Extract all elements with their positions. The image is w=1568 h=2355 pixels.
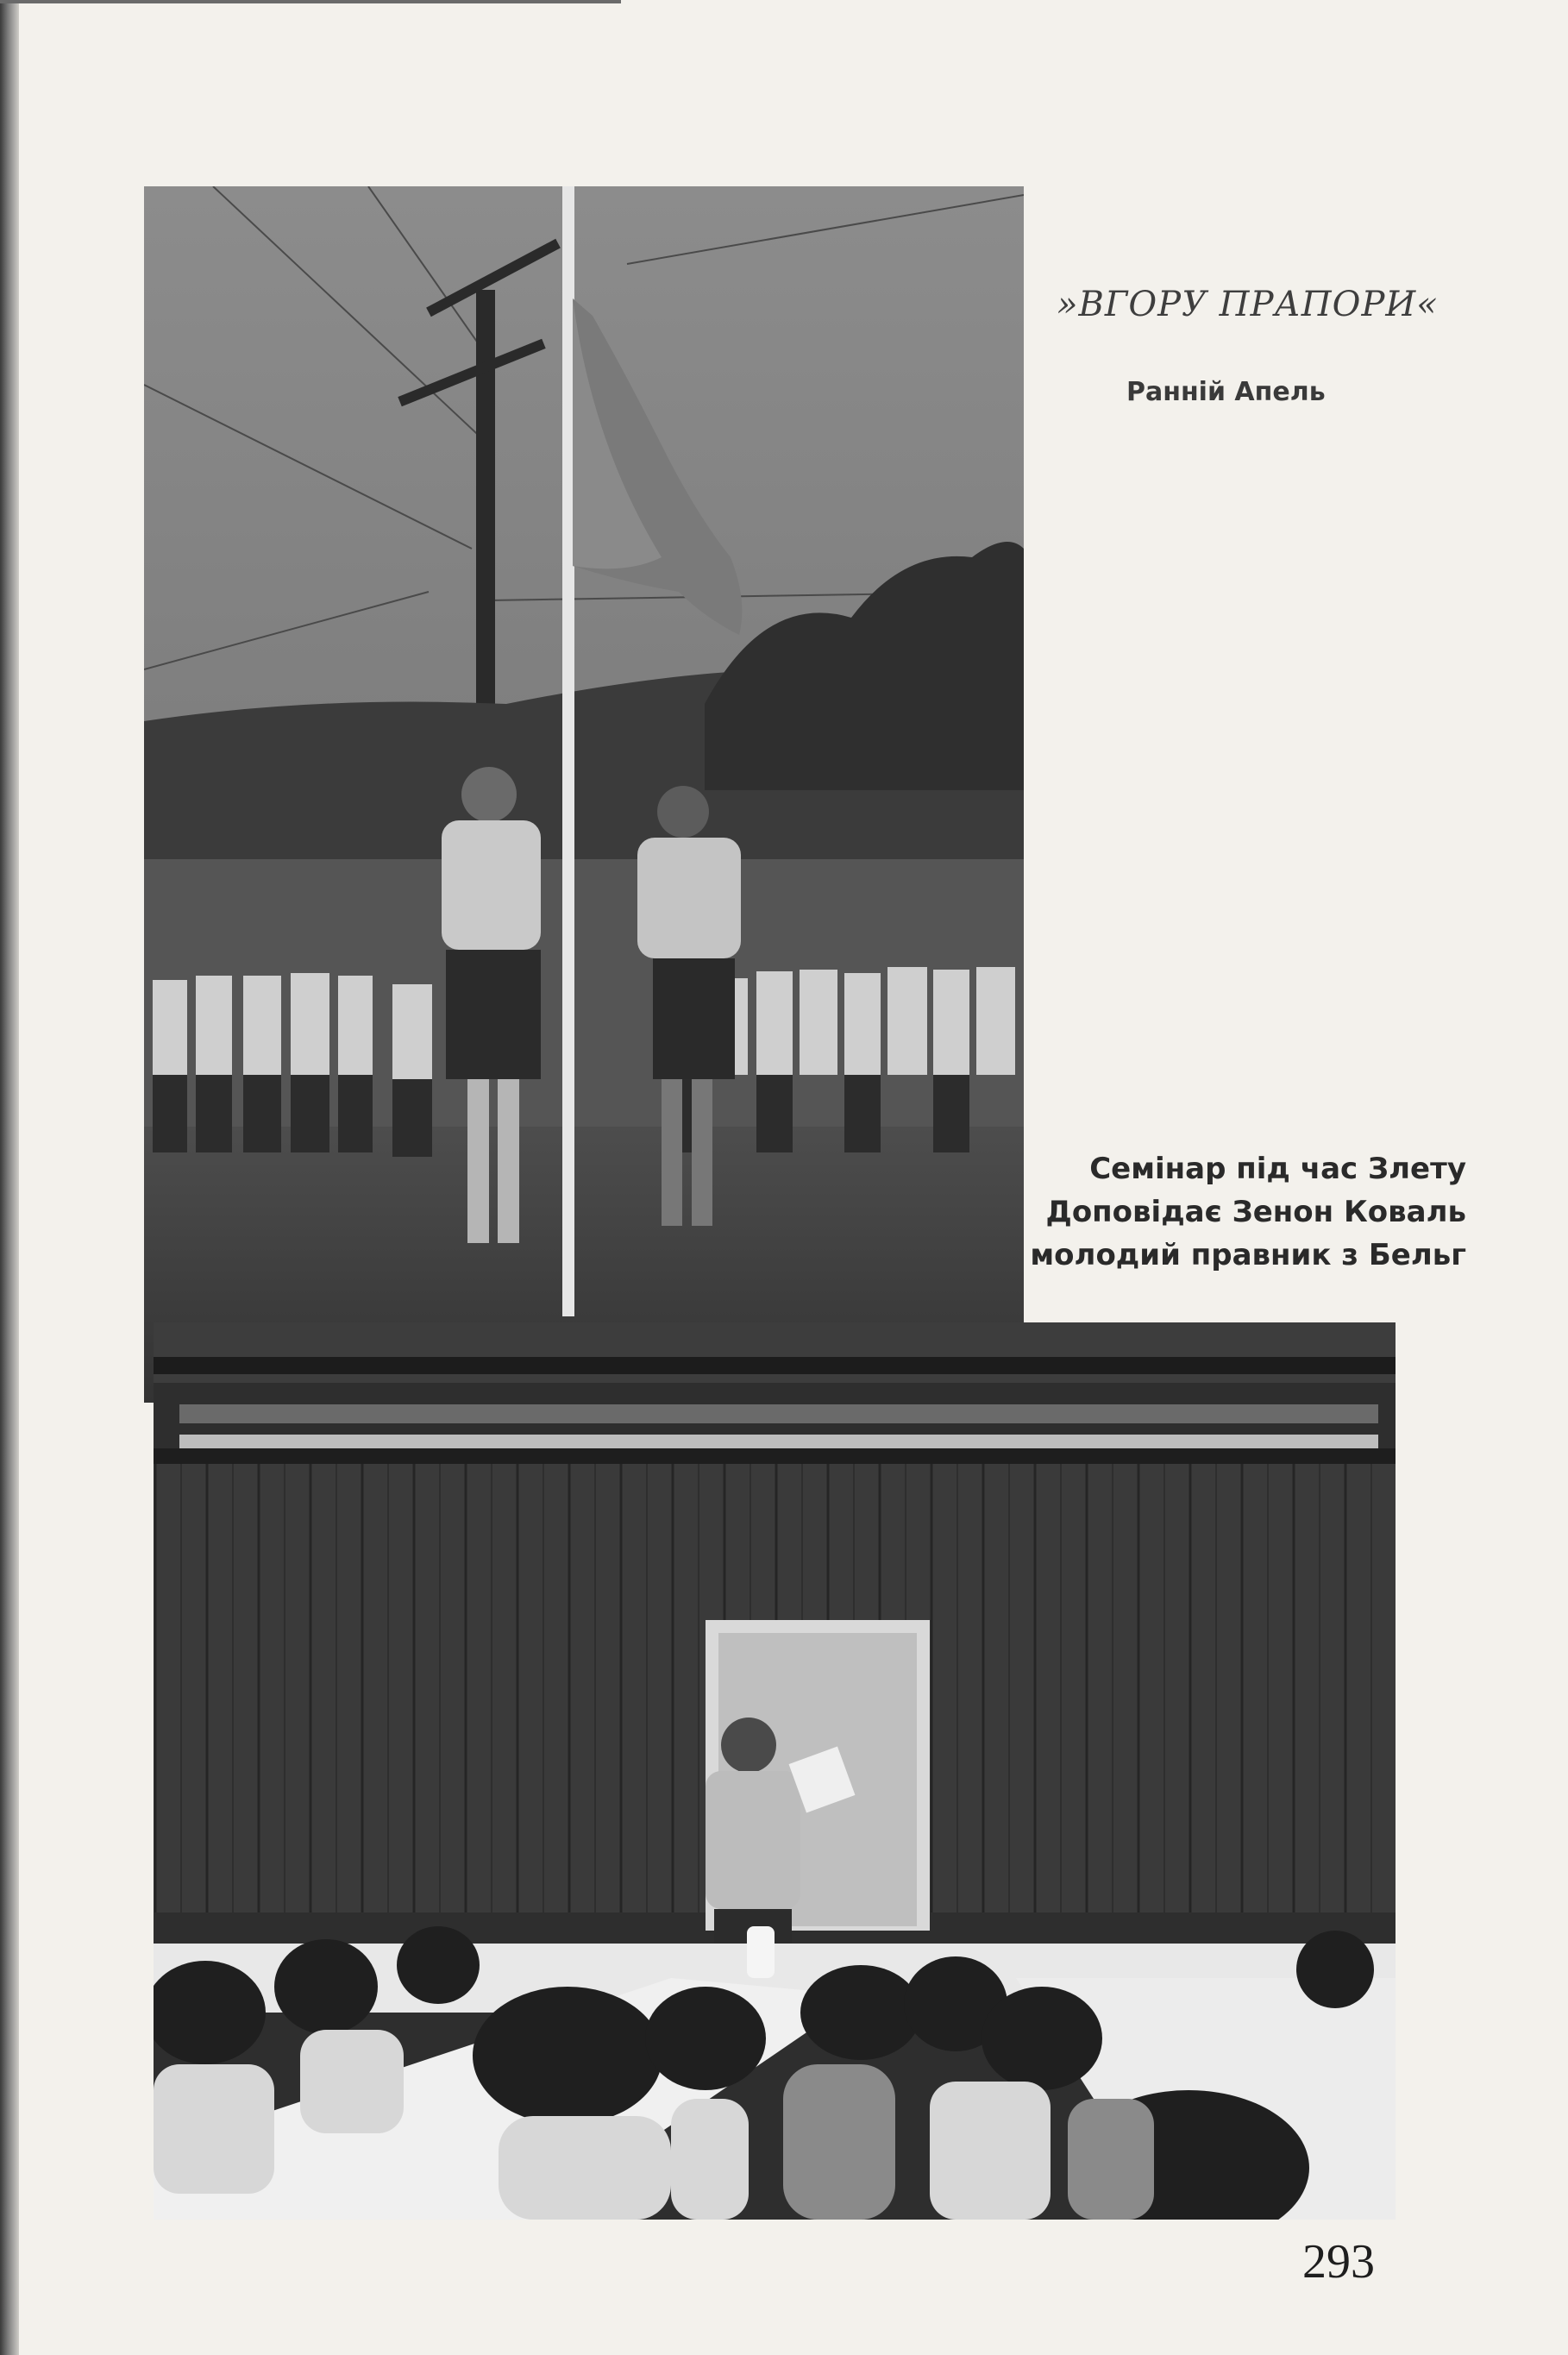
page-binding-shadow — [0, 0, 19, 2355]
seminar-caption — [1018, 1147, 1466, 1277]
flag-raising-photo — [144, 186, 1024, 1403]
photo-subtitle-caption: Ранній Апель — [1126, 377, 1326, 407]
page-number: 293 — [1302, 2235, 1375, 2289]
seminar-caption-line: Доповідає Зенон Коваль — [1045, 1195, 1466, 1229]
seminar-caption-line: Семінар під час Злету — [1089, 1152, 1466, 1186]
photo-title-caption: »ВГОРУ ПРАПОРИ« — [1057, 285, 1439, 324]
top-edge-rule — [0, 0, 621, 3]
seminar-caption-line: молодий правник з Бельг — [1030, 1238, 1466, 1272]
seminar-photo — [154, 1322, 1396, 2220]
